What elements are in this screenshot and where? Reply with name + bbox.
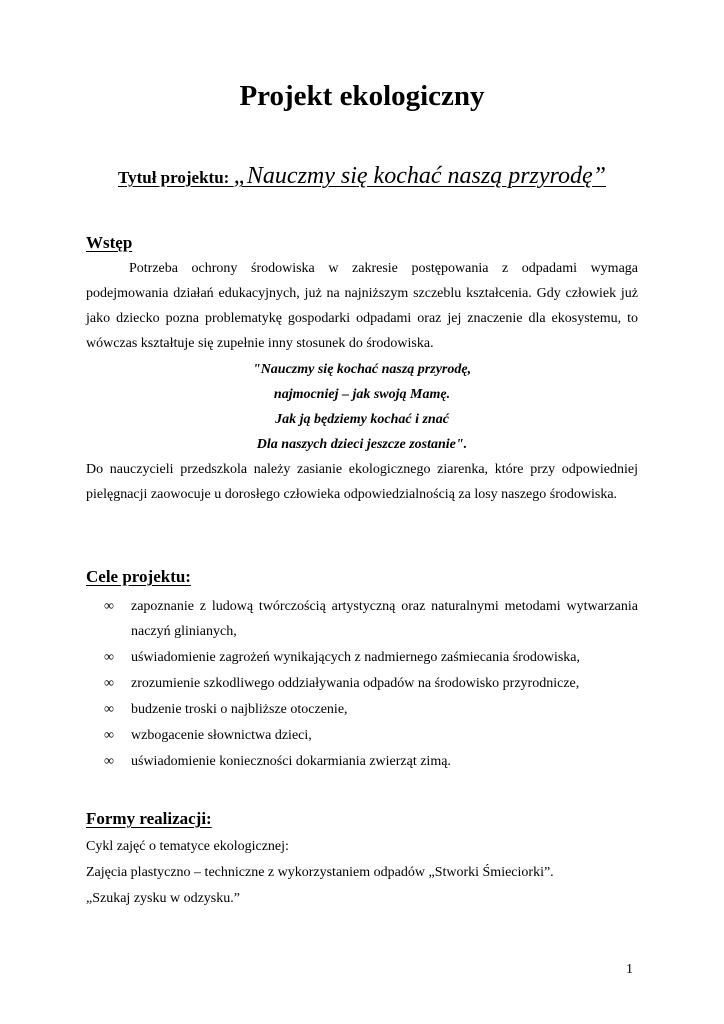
infinity-bullet-icon: ∞ (104, 728, 114, 743)
intro-heading: Wstęp (86, 233, 133, 252)
closing-paragraph: Do nauczycieli przedszkola należy zasianie ekologicznego ziarenka, które przy odpowiedniej pielęgnacji zaowocuje u dorosłego człowieka odpowiedzialnością za losy naszego środowiska. (86, 462, 638, 502)
project-title-line (0, 160, 724, 195)
infinity-bullet-icon: ∞ (104, 702, 114, 717)
list-item: ∞ zapoznanie z ludową twórczością artystyczną oraz naturalnymi metodami wytwarzania naczyń glinianych, (86, 594, 638, 644)
project-title: „Nauczmy się kochać naszą przyrodę” (233, 163, 606, 189)
list-item: ∞ wzbogacenie słownictwa dzieci, (86, 723, 638, 748)
infinity-bullet-icon: ∞ (104, 599, 114, 614)
infinity-bullet-icon: ∞ (104, 754, 114, 769)
poem-line: najmocniej – jak swoją Mamę. (273, 387, 451, 402)
forms-line: „Szukaj zysku w odzysku.” (86, 891, 240, 906)
goals-heading: Cele projektu: (86, 567, 191, 586)
list-item: ∞ uświadomienie konieczności dokarmiania zwierząt zimą. (86, 749, 638, 774)
forms-heading: Formy realizacji: (86, 809, 212, 828)
poem (86, 357, 638, 457)
infinity-bullet-icon: ∞ (104, 676, 114, 691)
poem-line: Jak ją będziemy kochać i znać (275, 412, 449, 427)
project-label: Tytuł projektu: (118, 168, 234, 187)
intro-paragraph-text: Potrzeba ochrony środowiska w zakresie postępowania z odpadami wymaga podejmowania działań edukacyjnych, już na najniższym szczeblu kształcenia. Gdy człowiek już jako dziecko pozna problematykę gospodarki odpadami oraz jej znaczenie dla ekosystemu, to wówczas kształtuje się zupełnie inny stosunek do środowiska. (86, 261, 638, 351)
poem-line: Dla naszych dzieci jeszcze zostanie". (256, 437, 468, 452)
forms-text (86, 834, 638, 912)
page-title: Projekt ekologiczny (239, 80, 485, 112)
list-item: ∞ budzenie troski o najbliższe otoczenie, (86, 697, 638, 722)
intro-paragraph (86, 256, 638, 356)
poem-line: "Nauczmy się kochać naszą przyrodę, (252, 362, 472, 377)
infinity-bullet-icon: ∞ (104, 650, 114, 665)
forms-line: Cykl zajęć o tematyce ekologicznej: (86, 839, 289, 854)
forms-line: Zajęcia plastyczno – techniczne z wykorzystaniem odpadów „Stworki Śmieciorki”. (86, 865, 554, 880)
list-item: ∞ zrozumienie szkodliwego oddziaływania odpadów na środowisko przyrodnicze, (86, 671, 638, 696)
goals-list (86, 594, 638, 775)
page-number: 1 (626, 962, 633, 977)
list-item: ∞ uświadomienie zagrożeń wynikających z nadmiernego zaśmiecania środowiska, (86, 645, 638, 670)
